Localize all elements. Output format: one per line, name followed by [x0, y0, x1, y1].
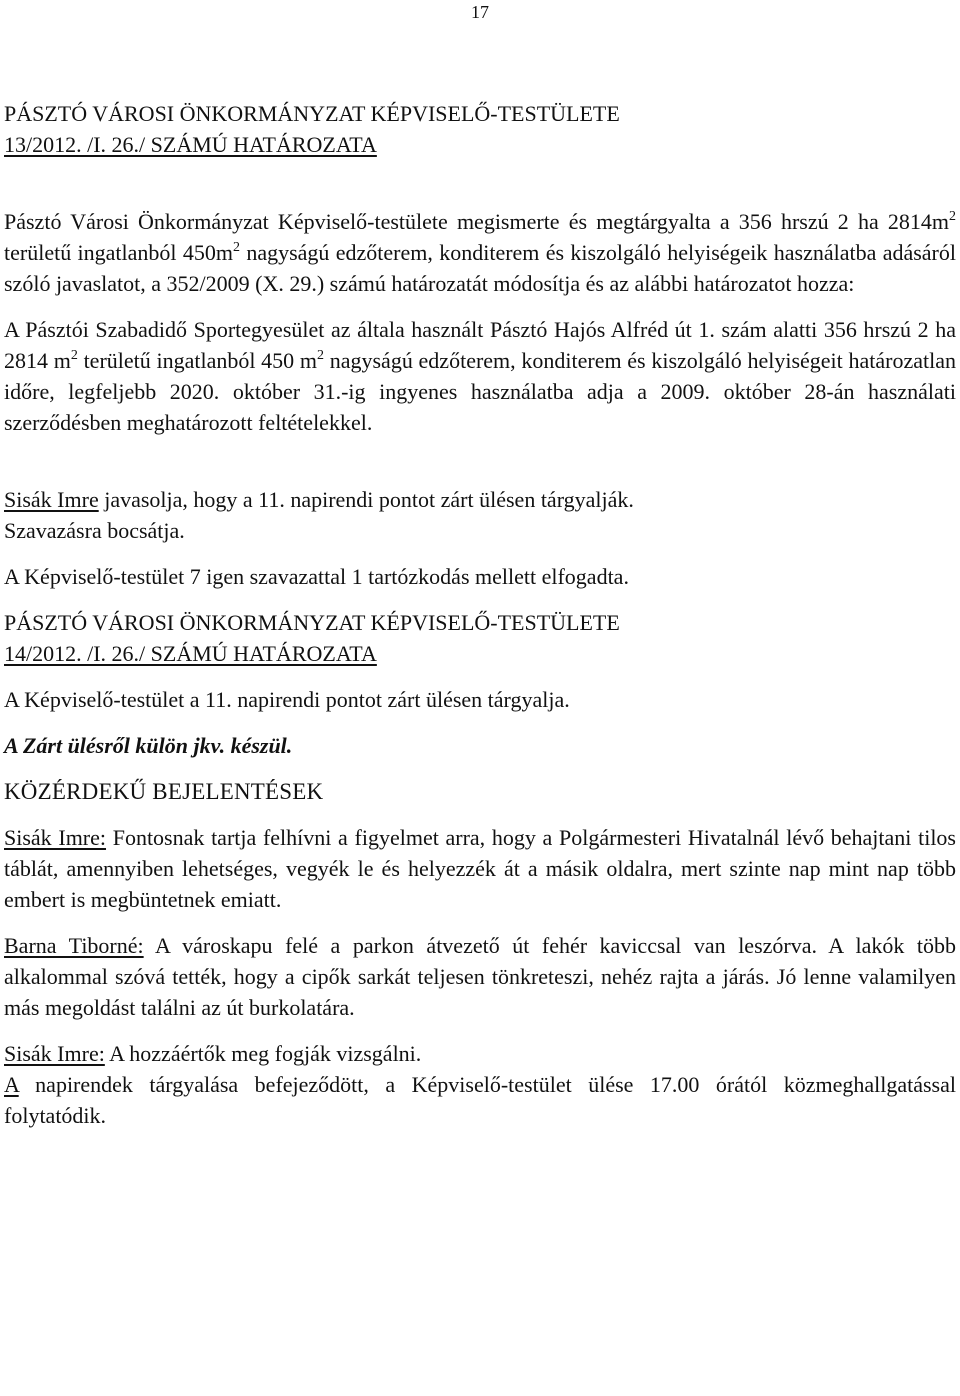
proposal-line: Sisák Imre javasolja, hogy a 11. napirendi pontot zárt ülésen tárgyalják.	[4, 487, 634, 512]
resolution-13-paragraph-2: A Pásztói Szabadidő Sportegyesület az általa használt Pásztó Hajós Alfréd út 1. szám alatti 356 hrszú 2 ha 2814 $m^2$ területű ingatlanból 450 $m^2$ nagyságú edzőterem, konditerem és kiszolgáló helyiségeit határozatlan időre, legfeljebb 2020. október 31.-ig ingyenes használatba adja a 2009. október 28-án használati szerződésben meghatározott feltételekkel.	[4, 317, 956, 435]
announcement-item: Sisák Imre: Fontosnak tartja felhívni a figyelmet arra, hogy a Polgármesteri Hivatalnál lévő behajtani tilos táblát, amennyiben lehetséges, vegyék le és helyezzék át a másik oldalra, mert szinte nap mint nap több embert is megbüntetnek emiatt.	[4, 825, 956, 912]
resolution-13-number-heading: 13/2012. /I. 26./ SZÁMÚ HATÁROZATA	[4, 132, 377, 157]
speaker-name: Barna Tiborné:	[4, 933, 144, 958]
vote-result: A Képviselő-testület 7 igen szavazattal 1 tartózkodás mellett elfogadta.	[4, 564, 629, 589]
spacer	[4, 299, 956, 314]
resolution-14-number-heading: 14/2012. /I. 26./ SZÁMÚ HATÁROZATA	[4, 641, 377, 666]
announcement-item: Sisák Imre: A hozzáértők meg fogják vizsgálni.	[4, 1041, 422, 1066]
spacer	[4, 807, 956, 822]
resolution-13-org-heading: PÁSZTÓ VÁROSI ÖNKORMÁNYZAT KÉPVISELŐ-TESTÜLETE	[4, 101, 620, 126]
spacer	[4, 669, 956, 684]
announcements-title: KÖZÉRDEKŰ BEJELENTÉSEK	[4, 779, 324, 804]
speaker-name: Sisák Imre:	[4, 1041, 105, 1066]
spacer	[4, 1023, 956, 1038]
speaker-name: Sisák Imre:	[4, 825, 107, 850]
spacer	[4, 715, 956, 730]
resolution-13-paragraph-1: Pásztó Városi Önkormányzat Képviselő-testülete megismerte és megtárgyalta a 356 hrszú 2 ha $2814m^2$ területű ingatlanból $450m^2$ nagyságú edzőterem, konditerem és kiszolgáló helyiségeik használatba adásáról szóló javaslatot, a 352/2009 (X. 29.) számú határozatát módosítja és az alábbi határozatot hozza:	[4, 208, 956, 296]
spacer	[4, 592, 956, 607]
resolution-14-body: A Képviselő-testület a 11. napirendi pontot zárt ülésen tárgyalja.	[4, 687, 570, 712]
resolution-14-org-heading: PÁSZTÓ VÁROSI ÖNKORMÁNYZAT KÉPVISELŐ-TESTÜLETE	[4, 610, 620, 635]
announcement-item: Barna Tiborné: A városkapu felé a parkon átvezető út fehér kaviccsal van leszórva. A lakók több alkalommal szóvá tették, hogy a cipők sarkát teljesen tönkreteszi, nehéz rajta a járás. Jó lenne valamilyen más megoldást találni az út burkolatára.	[4, 933, 956, 1020]
spacer	[4, 160, 956, 206]
vote-call: Szavazásra bocsátja.	[4, 518, 185, 543]
spacer	[4, 438, 956, 484]
spacer	[4, 546, 956, 561]
closing-statement: A napirendek tárgyalása befejeződött, a Képviselő-testület ülése 17.00 órától közmeghallgatással folytatódik.	[4, 1072, 956, 1128]
spacer	[4, 761, 956, 776]
proposer-name: Sisák Imre	[4, 487, 99, 512]
page-number: 17	[471, 2, 489, 22]
spacer	[4, 915, 956, 930]
document-body	[4, 98, 956, 1131]
closed-session-note: A Zárt ülésről külön jkv. készül.	[4, 733, 293, 758]
